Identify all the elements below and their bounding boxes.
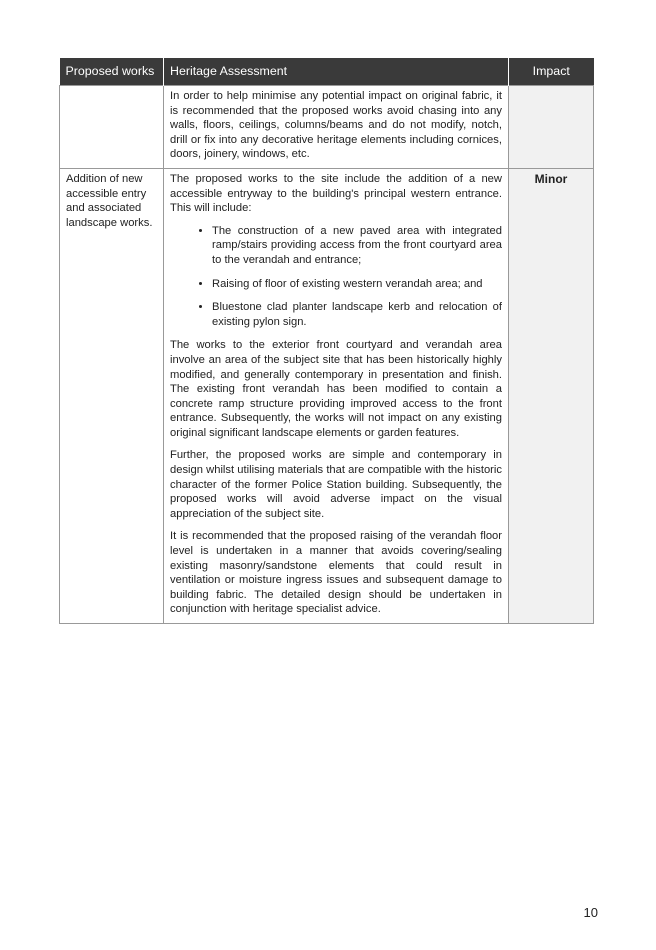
assessment-paragraph: In order to help minimise any potential impact on original fabric, it is recommended that the proposed works avoid chasing into any walls, floors, ceilings, columns/beams and do not modify, notch, drill or fix into any decorative heritage elements including cornices, doors, joinery, windows, etc. bbox=[170, 90, 502, 161]
list-item: • The construction of a new paved area with integrated ramp/stairs providing access from the front courtyard area to the verandah and entrance; bbox=[212, 224, 502, 268]
table-header-row bbox=[60, 58, 594, 86]
list-item: • Raising of floor of existing western verandah area; and bbox=[212, 277, 502, 292]
table-row bbox=[60, 168, 594, 623]
proposed-works-cell: Addition of new accessible entry and associated landscape works. bbox=[60, 168, 164, 623]
assessment-paragraph: Further, the proposed works are simple and contemporary in design whilst utilising materials that are compatible with the historic character of the former Police Station building. Subsequently, the proposed works will avoid adverse impact on the visual appreciation of the subject site. bbox=[170, 449, 502, 520]
assessment-paragraph: It is recommended that the proposed raising of the verandah floor level is undertaken in a manner that avoids covering/sealing existing masonry/sandstone elements that could result in ventilation or moisture ingress issues and subsequent damage to building fabric. The detailed design should be undertaken in conjunction with heritage specialist advice. bbox=[170, 530, 502, 616]
assessment-intro: The proposed works to the site include the addition of a new accessible entryway to the building's principal western entrance. This will include: bbox=[170, 172, 502, 215]
assessment-bullet-list bbox=[170, 224, 502, 330]
header-impact: Impact bbox=[509, 58, 594, 86]
impact-cell bbox=[509, 86, 594, 169]
assessment-cell bbox=[164, 168, 509, 623]
assessment-cell bbox=[164, 86, 509, 169]
list-item: • Bluestone clad planter landscape kerb and relocation of existing pylon sign. bbox=[212, 300, 502, 329]
page-number: 10 bbox=[583, 905, 598, 920]
heritage-impact-table bbox=[59, 58, 594, 624]
header-proposed-works: Proposed works bbox=[60, 58, 164, 86]
header-heritage-assessment: Heritage Assessment bbox=[164, 58, 509, 86]
table-row bbox=[60, 86, 594, 169]
impact-cell: Minor bbox=[509, 168, 594, 623]
assessment-paragraph: The works to the exterior front courtyard and verandah area involve an area of the subject site that has been historically highly modified, and generally contemporary in presentation and finish. The existing front verandah has been modified to contain a concrete ramp structure providing improved access to the front entrance. Subsequently, the works will not impact on any existing original significant landscape elements or garden features. bbox=[170, 339, 502, 439]
proposed-works-cell bbox=[60, 86, 164, 169]
